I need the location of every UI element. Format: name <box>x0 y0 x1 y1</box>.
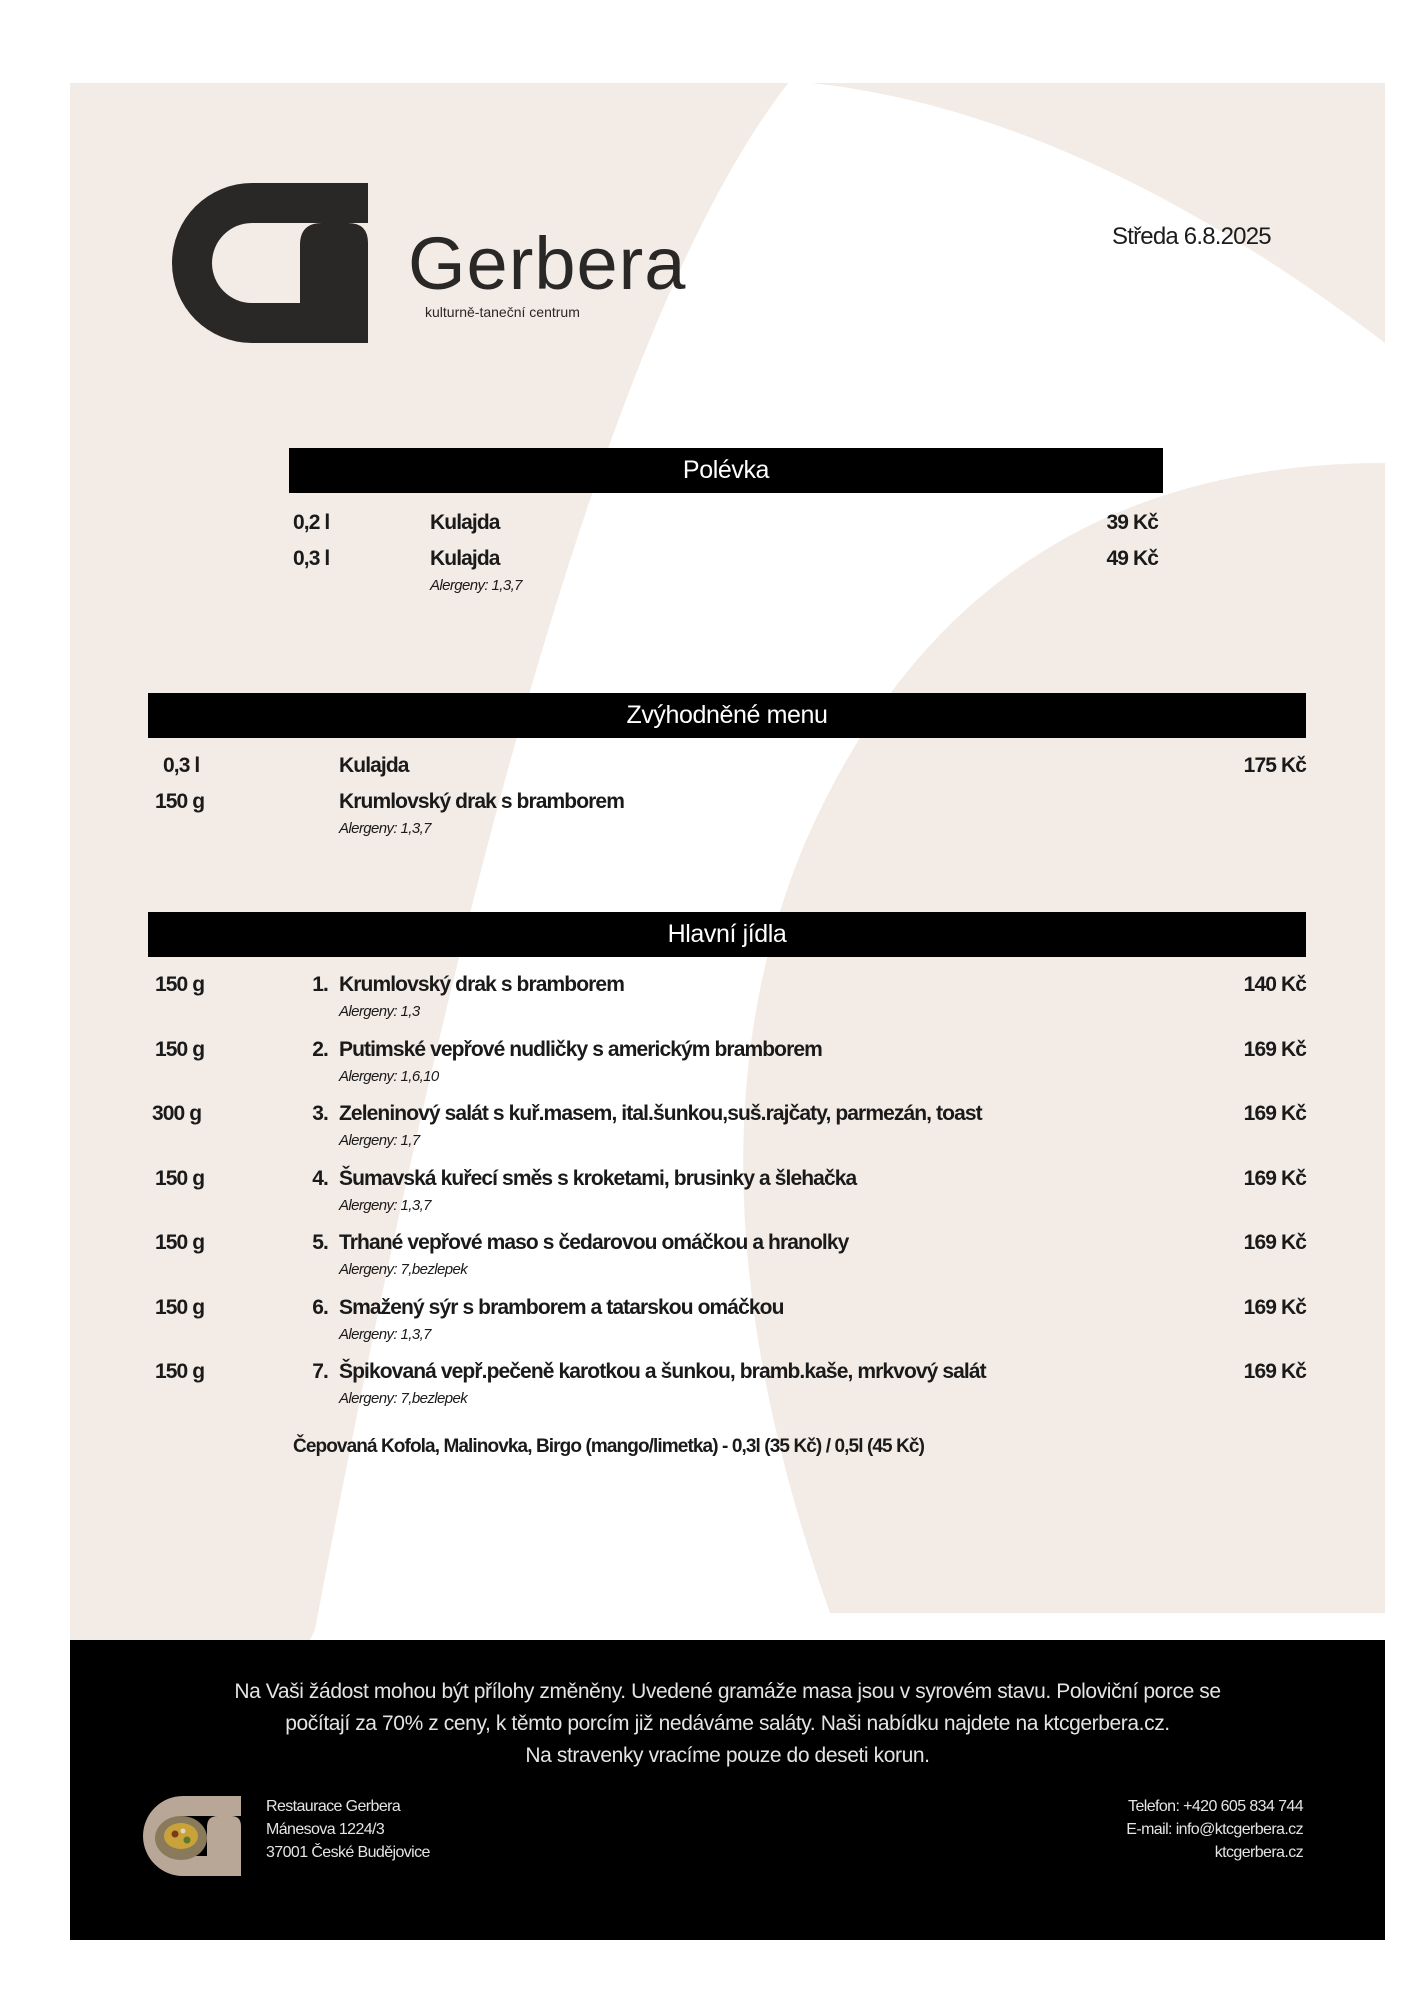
main-number: 1. <box>312 973 328 996</box>
main-allergens: Alergeny: 7,bezlepek <box>339 1261 468 1278</box>
contact-website: ktcgerbera.cz <box>1214 1844 1303 1861</box>
menu-item-name: Kulajda <box>339 754 409 777</box>
gerbera-logo-icon <box>172 183 372 343</box>
address-line: 37001 České Budějovice <box>266 1844 430 1861</box>
contact-phone: Telefon: +420 605 834 744 <box>1128 1798 1303 1815</box>
restaurant-address <box>266 1795 430 1864</box>
drinks-line: Čepovaná Kofola, Malinovka, Birgo (mango/limetka) - 0,3l (35 Kč) / 0,5l (45 Kč) <box>293 1436 925 1457</box>
main-name: Smažený sýr s bramborem a tatarskou omáčkou <box>339 1296 784 1319</box>
main-allergens: Alergeny: 1,3 <box>339 1003 420 1020</box>
soup-price: 49 Kč <box>1106 547 1158 570</box>
menu-portion: 150 g <box>155 790 205 813</box>
main-allergens: Alergeny: 1,7 <box>339 1132 420 1149</box>
main-number: 3. <box>312 1102 328 1125</box>
main-price: 169 Kč <box>1243 1102 1306 1125</box>
main-number: 6. <box>312 1296 328 1319</box>
soup-allergens: Alergeny: 1,3,7 <box>430 577 522 594</box>
main-portion: 300 g <box>152 1102 202 1125</box>
contact-email: E-mail: info@ktcgerbera.cz <box>1126 1821 1303 1838</box>
main-portion: 150 g <box>155 1231 205 1254</box>
footer-note-line: Na stravenky vracíme pouze do deseti korun. <box>525 1744 930 1767</box>
main-price: 169 Kč <box>1243 1167 1306 1190</box>
soup-name: Kulajda <box>430 511 500 534</box>
main-name: Šumavská kuřecí směs s kroketami, brusinky a šlehačka <box>339 1167 857 1190</box>
main-portion: 150 g <box>155 973 205 996</box>
main-name: Zeleninový salát s kuř.masem, ital.šunkou,suš.rajčaty, parmezán, toast <box>339 1102 982 1125</box>
main-portion: 150 g <box>155 1167 205 1190</box>
menu-portion: 0,3 l <box>163 754 200 777</box>
main-price: 169 Kč <box>1243 1360 1306 1383</box>
section-mains-title: Hlavní jídla <box>148 912 1306 957</box>
brand-tagline: kulturně-taneční centrum <box>425 304 580 320</box>
section-menu-title: Zvýhodněné menu <box>148 693 1306 738</box>
main-number: 2. <box>312 1038 328 1061</box>
soup-name: Kulajda <box>430 547 500 570</box>
main-allergens: Alergeny: 1,6,10 <box>339 1068 439 1085</box>
main-portion: 150 g <box>155 1296 205 1319</box>
footer-note-line: Na Vaši žádost mohou být přílohy změněny. Uvedené gramáže masa jsou v syrovém stavu. Poloviční porce se <box>234 1680 1221 1703</box>
main-allergens: Alergeny: 1,3,7 <box>339 1326 431 1343</box>
footer-note-line: počítají za 70% z ceny, k těmto porcím již nedáváme saláty. Naši nabídku najdete na ktcgerbera.cz. <box>285 1712 1170 1735</box>
address-line: Mánesova 1224/3 <box>266 1821 385 1838</box>
main-name: Krumlovský drak s bramborem <box>339 973 624 996</box>
menu-allergens: Alergeny: 1,3,7 <box>339 820 431 837</box>
main-number: 4. <box>312 1167 328 1190</box>
footer <box>70 1640 1385 1940</box>
main-name: Špikovaná vepř.pečeně karotkou a šunkou, bramb.kaše, mrkvový salát <box>339 1360 986 1383</box>
main-price: 140 Kč <box>1243 973 1306 996</box>
contact-info <box>1000 1795 1303 1864</box>
soup-portion: 0,2 l <box>293 511 330 534</box>
menu-item-name: Krumlovský drak s bramborem <box>339 790 624 813</box>
main-portion: 150 g <box>155 1038 205 1061</box>
soup-price: 39 Kč <box>1106 511 1158 534</box>
soup-portion: 0,3 l <box>293 547 330 570</box>
main-number: 5. <box>312 1231 328 1254</box>
main-price: 169 Kč <box>1243 1038 1306 1061</box>
section-soup-title: Polévka <box>289 448 1163 493</box>
main-name: Putimské vepřové nudličky s americkým bramborem <box>339 1038 822 1061</box>
menu-price: 175 Kč <box>1243 754 1306 777</box>
address-line: Restaurace Gerbera <box>266 1798 401 1815</box>
main-number: 7. <box>312 1360 328 1383</box>
restaurant-logo-icon <box>143 1796 243 1876</box>
main-price: 169 Kč <box>1243 1231 1306 1254</box>
main-allergens: Alergeny: 7,bezlepek <box>339 1390 468 1407</box>
footer-note <box>70 1676 1385 1772</box>
brand-name: Gerbera <box>408 222 687 305</box>
main-allergens: Alergeny: 1,3,7 <box>339 1197 431 1214</box>
main-price: 169 Kč <box>1243 1296 1306 1319</box>
menu-sheet <box>70 83 1385 1940</box>
main-name: Trhané vepřové maso s čedarovou omáčkou a hranolky <box>339 1231 849 1254</box>
main-portion: 150 g <box>155 1360 205 1383</box>
menu-date: Středa 6.8.2025 <box>1112 223 1271 250</box>
